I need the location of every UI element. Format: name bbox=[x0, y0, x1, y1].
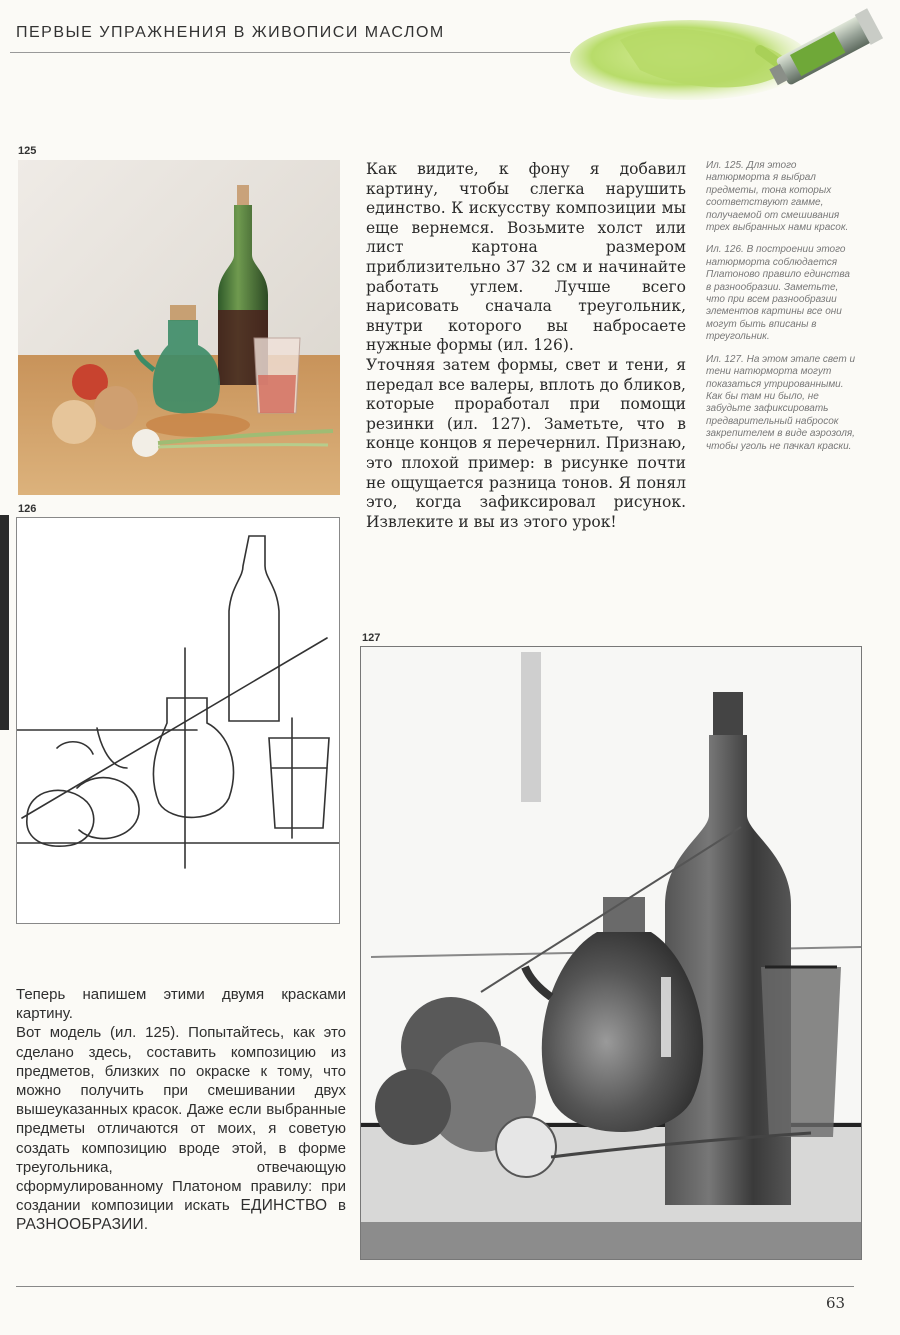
still-life-photo bbox=[18, 160, 340, 495]
caption-125: Ил. 125. Для этого натюрморта я выбрал предметы, тона которых соответствуют гамме, получаемой от смешивания трех выбранных нами красок. bbox=[706, 160, 849, 234]
period: . bbox=[143, 1216, 148, 1234]
bottom-left-text bbox=[16, 985, 346, 1235]
fig127-label: 127 bbox=[362, 632, 381, 644]
header-rule bbox=[10, 52, 570, 53]
page-number: 63 bbox=[826, 1294, 846, 1312]
unity-word: ЕДИНСТВО bbox=[240, 1197, 328, 1215]
main-text-column bbox=[366, 160, 686, 532]
book-spine-shadow bbox=[0, 515, 9, 730]
diversity-word: РАЗНООБРАЗИИ bbox=[16, 1216, 144, 1234]
main-paragraph-1: Как видите, к фону я добавил картину, чтобы слегка нарушить единство. К искусству композиции мы еще вернемся. Возьмите холст или лист картона размером приблизительно 37 32 см и начинайте работать углем. Лучше всего нарисовать сначала треугольник, внутри которого вы набросаете нужные формы (ил. 126). bbox=[366, 160, 686, 355]
bottom-paragraph-2 bbox=[16, 1023, 346, 1234]
bottom-paragraph-2-lead: Вот модель (ил. 125). Попытайтесь, как это сделано здесь, составить композицию из предметов, близких по окраске к тому, что можно получить при смешивании двух вышеуказанных красок. Даже если выбранные предметы отличаются от моих, я советую создать композицию вроде этой, в форме треугольника, отвечающую сформулированному Платоном правилу: при создании композиции искать bbox=[16, 1024, 346, 1215]
footer-rule bbox=[16, 1286, 854, 1287]
caption-126: Ил. 126. В построении этого натюрморта соблюдается Платоново правило единства в разнообразии. Заметьте, что при всем разнообразии элементов картины все они могут быть вписаны в треугольник. bbox=[706, 244, 850, 343]
paint-tube-illustration bbox=[560, 0, 900, 110]
tonal-charcoal-drawing bbox=[360, 646, 862, 1260]
in-word: в bbox=[327, 1197, 346, 1215]
fig125-label: 125 bbox=[18, 145, 37, 157]
captions-column bbox=[706, 160, 856, 463]
bottom-paragraph-1: Теперь напишем этими двумя красками картину. bbox=[16, 986, 346, 1023]
chapter-title: ПЕРВЫЕ УПРАЖНЕНИЯ В ЖИВОПИСИ МАСЛОМ bbox=[16, 24, 445, 41]
fig126-label: 126 bbox=[18, 503, 37, 515]
main-paragraph-2: Уточняя затем формы, свет и тени, я передал все валеры, вплоть до бликов, которые проработал при помощи резинки (ил. 127). Заметьте, что в конце концов я перечернил. Признаю, это плохой пример: в рисунке почти не ощущается разница тонов. Я понял это, когда зафиксировал рисунок. Извлеките и вы из этого урок! bbox=[366, 355, 686, 531]
caption-127: Ил. 127. На этом этапе свет и тени натюрморта могут показаться утрированными. Как бы там ни было, не забудьте зафиксировать предварительный набросок закрепителем в виде аэрозоля, чтобы уголь не пачкал краски. bbox=[706, 353, 856, 452]
outline-sketch bbox=[16, 517, 340, 924]
